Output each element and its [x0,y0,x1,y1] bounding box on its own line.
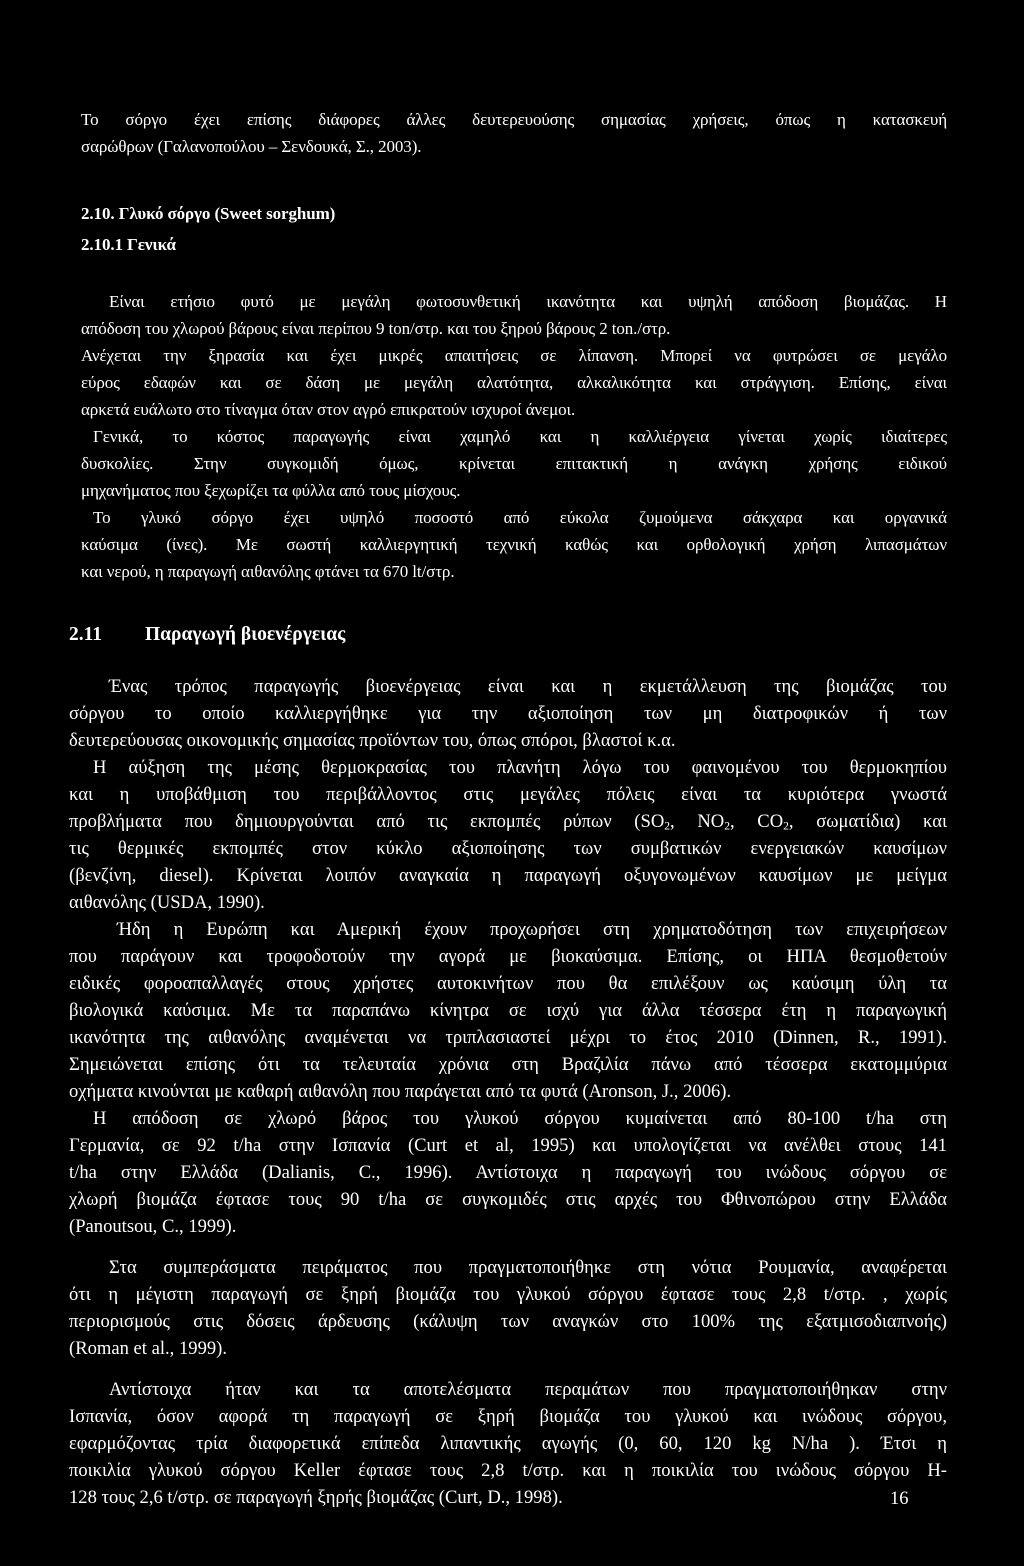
so2-subscript: 2 [664,820,671,833]
s211-line-27: εφαρμόζοντας τρία διαφορετικά επίπεδα λιπαντικής αγωγής (0, 60, 120 kg N/ha ). Έτσι η [69,1433,947,1454]
emissions-text-co: , CO [729,811,784,832]
subsection-heading-2-10-1: 2.10.1 Γενικά [81,235,176,254]
s211-line-2: σόργου το οποίο καλλιεργήθηκε για την αξιοποίηση των μη διατροφικών ή των [69,703,947,724]
section-number: 2.11 [69,624,103,645]
section-heading-2-11 [69,622,345,648]
s211-line-15: οχήματα κινούνται με καθαρή αιθανόλη που παράγεται από τα φυτά (Aronson, J., 2006). [69,1081,732,1102]
s211-line-16: Η απόδοση σε χλωρό βάρος του γλυκού σόργου κυμαίνεται από 80-100 t/ha στη [93,1108,947,1129]
no2-subscript: 2 [724,820,730,833]
s211-line-8: αιθανόλης (USDA, 1990). [69,892,265,913]
emissions-text-before: προβλήματα που δημιουργούνται από τις εκπομπές ρύπων (SO [69,811,665,832]
s211-line-14: Σημειώνεται επίσης ότι τα τελευταία χρόνια στη Βραζιλία πάνω από τέσσερα εκατομμύρια [69,1054,947,1075]
s211-line-20: (Panoutsou, C., 1999). [69,1216,237,1237]
s211-line-21: Στα συμπεράσματα πειράματος που πραγματοποιήθηκε στη νότια Ρουμανία, αναφέρεται [109,1257,947,1278]
s211-line-1: Ένας τρόπος παραγωγής βιοενέργειας είναι και η εκμετάλλευση της βιομάζας του [109,676,947,697]
s211-line-10: που παράγουν και τροφοδοτούν την αγορά με βιοκαύσιμα. Επίσης, οι ΗΠΑ θεσμοθετούν [69,946,947,967]
s210-line-4: εύρος εδαφών και σε δάση με μεγάλη αλατότητα, αλκαλικότητα και στράγγιση. Επίσης, είναι [81,373,947,392]
s211-line-5: και η υποβάθμιση του περιβάλλοντος στις μεγάλες πόλεις είναι τα κυριότερα γνωστά [69,784,947,805]
s211-line-13: ικανότητα της αιθανόλης αναμένεται να τριπλασιαστεί μέχρι το έτος 2010 (Dinnen, R., 1991). [69,1027,947,1048]
s210-line-9: Το γλυκό σόργο έχει υψηλό ποσοστό από εύκολα ζυμούμενα σάκχαρα και οργανικά [93,508,947,527]
s210-line-5: αρκετά ευάλωτο στο τίναγμα όταν στον αγρό επικρατούν ισχυροί άνεμοι. [81,400,576,419]
s211-line-29: 128 τους 2,6 t/στρ. σε παραγωγή ξηρής βιομάζας (Curt, D., 1998). [69,1487,563,1508]
s211-line-18: t/ha στην Ελλάδα (Dalianis, C., 1996). Αντίστοιχα η παραγωγή του ινώδους σόργου σε [69,1162,947,1183]
s211-line-12: βιολογικά καύσιμα. Με τα παραπάνω κίνητρα σε ισχύ για άλλα τέσσερα έτη η παραγωγική [69,1000,947,1021]
s210-line-1: Είναι ετήσιο φυτό με μεγάλη φωτοσυνθετική ικανότητα και υψηλή απόδοση βιομάζας. Η [109,292,947,311]
s210-line-6: Γενικά, το κόστος παραγωγής είναι χαμηλό και η καλλιέργεια γίνεται χωρίς ιδιαίτερες [93,427,947,446]
intro-line-1: Το σόργο έχει επίσης διάφορες άλλες δευτερευούσης σημασίας χρήσεις, όπως η κατασκευή [81,110,947,129]
page-number: 16 [890,1489,909,1509]
s211-line-19: χλωρή βιομάζα έφτασε τους 90 t/ha σε συγκομιδές στις αρχές του Φθινοπώρου στην Ελλάδα [69,1189,947,1210]
s210-line-10: καύσιμα (ίνες). Με σωστή καλλιεργητική τεχνική καθώς και ορθολογική χρήση λιπασμάτων [81,535,947,554]
emissions-text-no: , NO [670,811,725,832]
s211-line-17: Γερμανία, σε 92 t/ha στην Ισπανία (Curt et al, 1995) και υπολογίζεται να ανέλθει στους 141 [69,1135,947,1156]
s211-line-6: τις θερμικές εκπομπές στον κύκλο αξιοποίησης των συμβατικών ενεργειακών καυσίμων [69,838,947,859]
s211-line-23: περιορισμούς στις δόσεις άρδευσης (κάλυψη των αναγκών στο 100% της εξατμισοδιαπνοής) [69,1311,947,1332]
s211-emissions-line [69,810,947,834]
s211-line-3: δευτερεύουσας οικονομικής σημασίας προϊόντων του, όπως σπόροι, βλαστοί κ.α. [69,730,676,751]
s211-line-11: ειδικές φοροαπαλλαγές στους χρήστες αυτοκινήτων που θα επιλέξουν ως καύσιμη ύλη τα [69,973,947,994]
section-title: Παραγωγή βιοενέργειας [145,624,346,645]
s211-line-22: ότι η μέγιστη παραγωγή σε ξηρή βιομάζα του γλυκού σόργου έφτασε τους 2,8 t/στρ. , χωρίς [69,1284,947,1305]
s210-line-7: δυσκολίες. Στην συγκομιδή όμως, κρίνεται επιτακτική η ανάγκη χρήσης ειδικού [81,454,947,473]
emissions-text-after: , σωματίδια) και [788,811,947,832]
s211-line-26: Ισπανία, όσον αφορά τη παραγωγή σε ξηρή βιομάζα του γλυκού και ινώδους σόργου, [69,1406,947,1427]
intro-line-2: σαρώθρων (Γαλανοπούλου – Σενδουκά, Σ., 2003). [81,137,422,156]
s210-line-2: απόδοση του χλωρού βάρους είναι περίπου 9 ton/στρ. και του ξηρού βάρους 2 ton./στρ. [81,319,671,338]
s210-line-3: Ανέχεται την ξηρασία και έχει μικρές απαιτήσεις σε λίπανση. Μπορεί να φυτρώσει σε μεγάλο [81,346,947,365]
s211-line-7: (βενζίνη, diesel). Κρίνεται λοιπόν αναγκαία η παραγωγή οξυγονωμένων καυσίμων με μείγμα [69,865,947,886]
s211-line-4: Η αύξηση της μέσης θερμοκρασίας του πλανήτη λόγω του φαινομένου του θερμοκηπίου [93,757,947,778]
s211-line-28: ποικιλία γλυκού σόργου Keller έφτασε τους 2,8 t/στρ. και η ποικιλία του ινώδους σόργου Η- [69,1460,947,1481]
section-heading-2-10: 2.10. Γλυκό σόργο (Sweet sorghum) [81,204,336,223]
co2-subscript: 2 [783,820,789,833]
s211-line-25: Αντίστοιχα ήταν και τα αποτελέσματα περαμάτων που πραγματοποιήθηκαν στην [109,1379,947,1400]
s211-line-9: Ήδη η Ευρώπη και Αμερική έχουν προχωρήσει στη χρηματοδότηση των επιχειρήσεων [117,919,947,940]
s211-line-24: (Roman et al., 1999). [69,1338,228,1359]
s210-line-8: μηχανήματος που ξεχωρίζει τα φύλλα από τους μίσχους. [81,481,461,500]
s210-line-11: και νερού, η παραγωγή αιθανόλης φτάνει τα 670 lt/στρ. [81,562,455,581]
